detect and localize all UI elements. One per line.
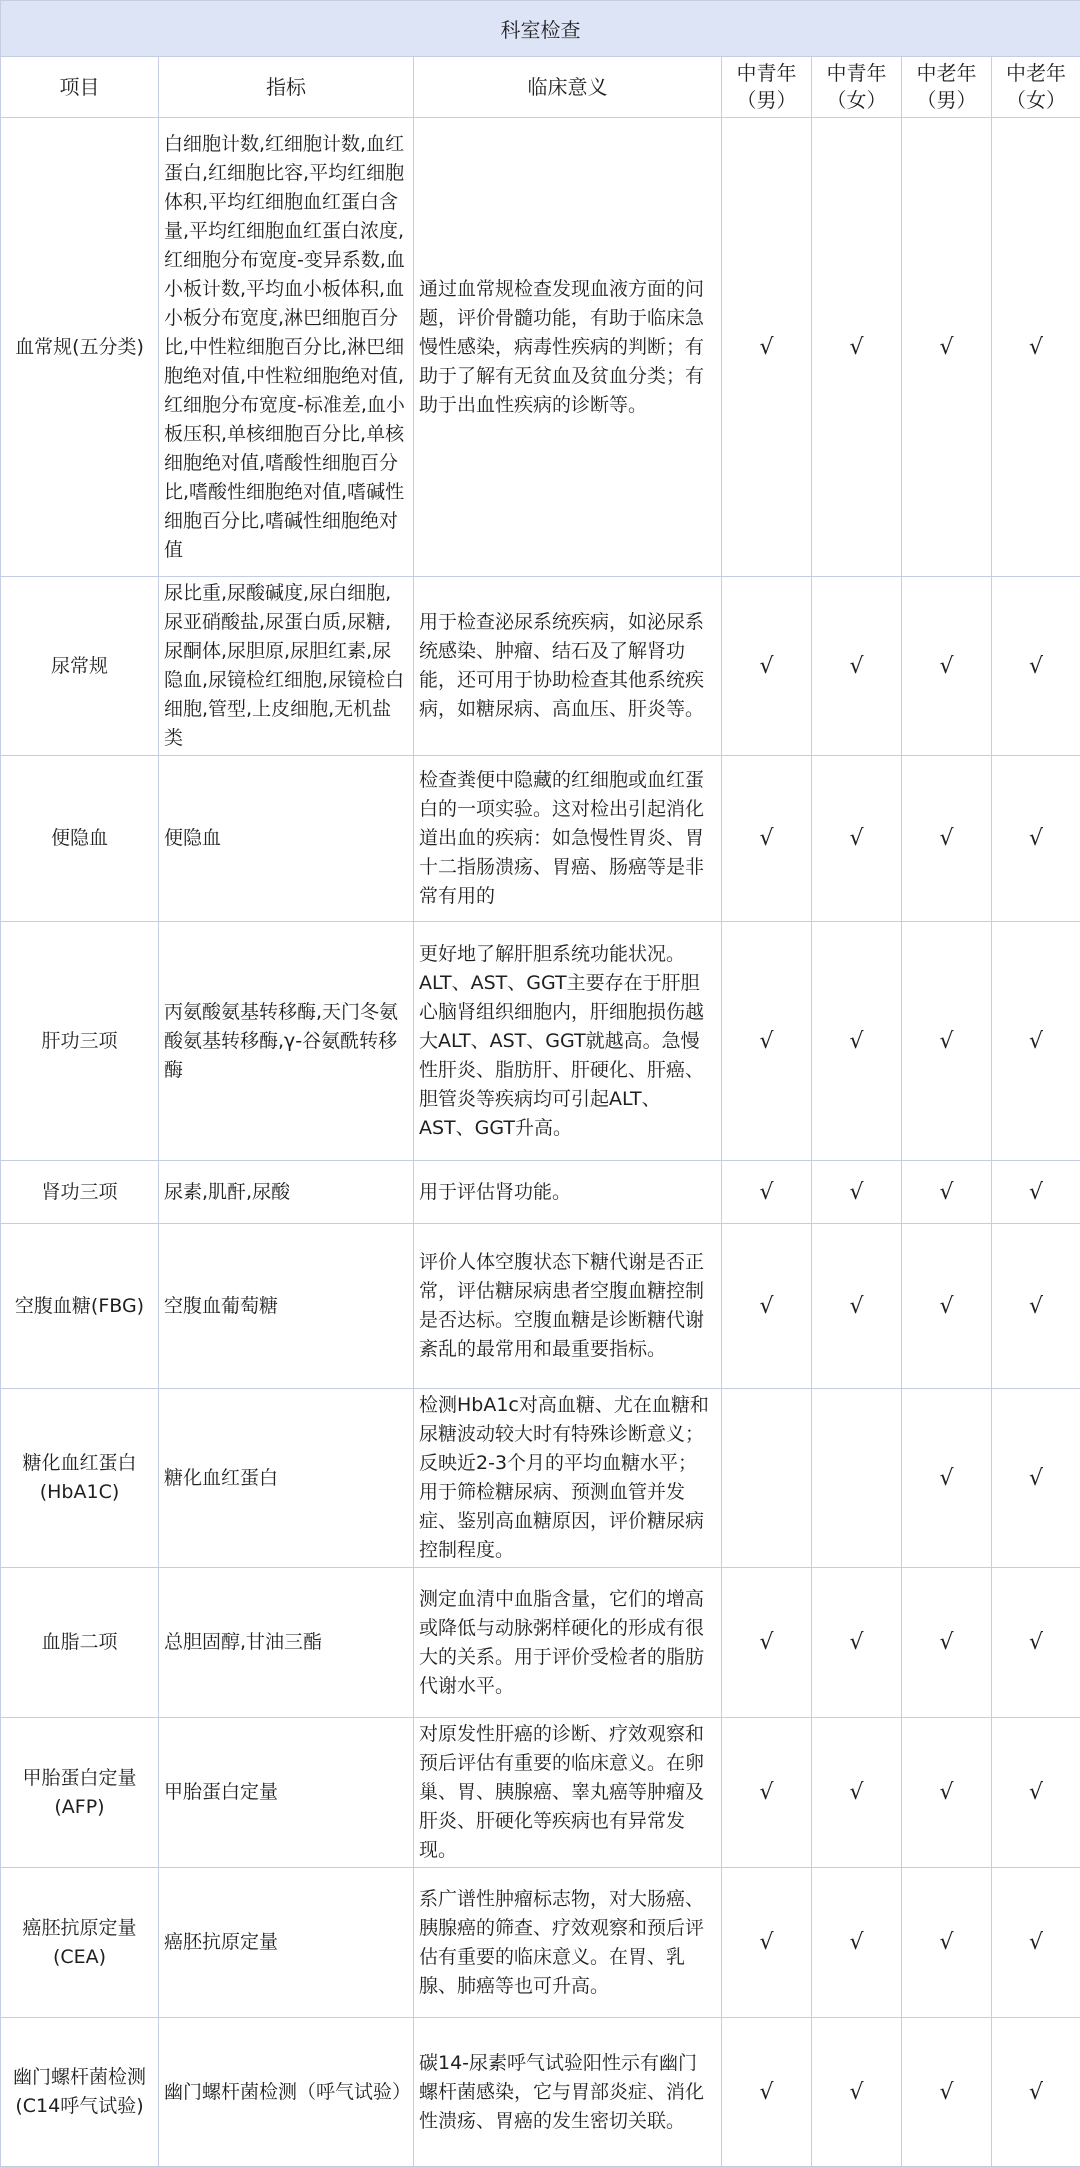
column-header: 项目 <box>1 57 159 118</box>
item-name: 空腹血糖(FBG) <box>1 1224 159 1389</box>
meaning-text: 测定血清中血脂含量，它们的增高或降低与动脉粥样硬化的形成有很大的关系。用于评价受检者的脂肪代谢水平。 <box>414 1568 722 1718</box>
check-mark: √ <box>992 1224 1080 1389</box>
item-name: 糖化血红蛋白(HbA1C) <box>1 1389 159 1568</box>
indicator-text: 总胆固醇,甘油三酯 <box>159 1568 414 1718</box>
column-header: 指标 <box>159 57 414 118</box>
check-mark: √ <box>722 118 812 577</box>
table-row <box>1 1161 1080 1224</box>
check-mark: √ <box>902 2018 992 2167</box>
header-row <box>1 57 1080 118</box>
check-mark: √ <box>812 118 902 577</box>
check-mark: √ <box>992 118 1080 577</box>
meaning-text: 检测HbA1c对高血糖、尤在血糖和尿糖波动较大时有特殊诊断意义；反映近2-3个月的平均血糖水平；用于筛检糖尿病、预测血管并发症、鉴别高血糖原因，评价糖尿病控制程度。 <box>414 1389 722 1568</box>
item-name: 癌胚抗原定量(CEA) <box>1 1868 159 2018</box>
indicator-text: 尿比重,尿酸碱度,尿白细胞,尿亚硝酸盐,尿蛋白质,尿糖,尿酮体,尿胆原,尿胆红素,尿隐血,尿镜检红细胞,尿镜检白细胞,管型,上皮细胞,无机盐类 <box>159 577 414 756</box>
check-mark: √ <box>992 1161 1080 1224</box>
check-mark <box>812 1389 902 1568</box>
column-header: 中老年（女） <box>992 57 1080 118</box>
check-mark: √ <box>722 1224 812 1389</box>
meaning-text: 检查粪便中隐藏的红细胞或血红蛋白的一项实验。这对检出引起消化道出血的疾病：如急慢性胃炎、胃十二指肠溃疡、胃癌、肠癌等是非常有用的 <box>414 756 722 922</box>
check-mark: √ <box>812 756 902 922</box>
item-name: 肾功三项 <box>1 1161 159 1224</box>
column-header: 中老年（男） <box>902 57 992 118</box>
table-row <box>1 577 1080 756</box>
meaning-text: 用于检查泌尿系统疾病，如泌尿系统感染、肿瘤、结石及了解肾功能，还可用于协助检查其他系统疾病，如糖尿病、高血压、肝炎等。 <box>414 577 722 756</box>
table-row <box>1 1868 1080 2018</box>
check-mark: √ <box>722 922 812 1161</box>
indicator-text: 尿素,肌酐,尿酸 <box>159 1161 414 1224</box>
check-mark: √ <box>812 2018 902 2167</box>
table-row <box>1 922 1080 1161</box>
check-mark: √ <box>812 922 902 1161</box>
check-mark: √ <box>992 922 1080 1161</box>
indicator-text: 空腹血葡萄糖 <box>159 1224 414 1389</box>
check-mark: √ <box>722 1161 812 1224</box>
table-row <box>1 2018 1080 2167</box>
column-header: 中青年（女） <box>812 57 902 118</box>
check-mark: √ <box>722 2018 812 2167</box>
check-mark: √ <box>812 1161 902 1224</box>
item-name: 血脂二项 <box>1 1568 159 1718</box>
check-mark: √ <box>992 1718 1080 1868</box>
check-mark: √ <box>902 577 992 756</box>
check-mark: √ <box>902 1224 992 1389</box>
check-mark: √ <box>902 922 992 1161</box>
table-row <box>1 756 1080 922</box>
check-mark: √ <box>902 1161 992 1224</box>
check-mark <box>722 1389 812 1568</box>
section-title: 科室检查 <box>1 1 1080 57</box>
check-mark: √ <box>992 2018 1080 2167</box>
check-mark: √ <box>722 756 812 922</box>
check-mark: √ <box>902 1389 992 1568</box>
indicator-text: 幽门螺杆菌检测（呼气试验） <box>159 2018 414 2167</box>
check-mark: √ <box>722 577 812 756</box>
check-mark: √ <box>902 756 992 922</box>
indicator-text: 癌胚抗原定量 <box>159 1868 414 2018</box>
indicator-text: 白细胞计数,红细胞计数,血红蛋白,红细胞比容,平均红细胞体积,平均红细胞血红蛋白含量,平均红细胞血红蛋白浓度,红细胞分布宽度-变异系数,血小板计数,平均血小板体积,血小板分布宽度,淋巴细胞百分比,中性粒细胞百分比,淋巴细胞绝对值,中性粒细胞绝对值,红细胞分布宽度-标准差,血小板压积,单核细胞百分比,单核细胞绝对值,嗜酸性细胞百分比,嗜酸性细胞绝对值,嗜碱性细胞百分比,嗜碱性细胞绝对值 <box>159 118 414 577</box>
column-header: 临床意义 <box>414 57 722 118</box>
check-mark: √ <box>812 577 902 756</box>
indicator-text: 糖化血红蛋白 <box>159 1389 414 1568</box>
meaning-text: 用于评估肾功能。 <box>414 1161 722 1224</box>
table-row <box>1 1718 1080 1868</box>
check-mark: √ <box>992 577 1080 756</box>
meaning-text: 评价人体空腹状态下糖代谢是否正常，评估糖尿病患者空腹血糖控制是否达标。空腹血糖是诊断糖代谢紊乱的最常用和最重要指标。 <box>414 1224 722 1389</box>
indicator-text: 丙氨酸氨基转移酶,天门冬氨酸氨基转移酶,γ-谷氨酰转移酶 <box>159 922 414 1161</box>
column-header: 中青年（男） <box>722 57 812 118</box>
meaning-text: 碳14-尿素呼气试验阳性示有幽门螺杆菌感染，它与胃部炎症、消化性溃疡、胃癌的发生密切关联。 <box>414 2018 722 2167</box>
check-mark: √ <box>812 1718 902 1868</box>
check-mark: √ <box>992 1868 1080 2018</box>
check-mark: √ <box>812 1868 902 2018</box>
item-name: 血常规(五分类) <box>1 118 159 577</box>
indicator-text: 便隐血 <box>159 756 414 922</box>
check-mark: √ <box>902 118 992 577</box>
check-mark: √ <box>992 1568 1080 1718</box>
check-mark: √ <box>812 1568 902 1718</box>
meaning-text: 通过血常规检查发现血液方面的问题，评价骨髓功能，有助于临床急慢性感染，病毒性疾病的判断；有助于了解有无贫血及贫血分类；有助于出血性疾病的诊断等。 <box>414 118 722 577</box>
check-mark: √ <box>902 1568 992 1718</box>
item-name: 尿常规 <box>1 577 159 756</box>
table-row <box>1 1389 1080 1568</box>
check-mark: √ <box>992 756 1080 922</box>
meaning-text: 系广谱性肿瘤标志物，对大肠癌、胰腺癌的筛查、疗效观察和预后评估有重要的临床意义。在胃、乳腺、肺癌等也可升高。 <box>414 1868 722 2018</box>
check-mark: √ <box>812 1224 902 1389</box>
indicator-text: 甲胎蛋白定量 <box>159 1718 414 1868</box>
check-mark: √ <box>722 1568 812 1718</box>
item-name: 幽门螺杆菌检测(C14呼气试验) <box>1 2018 159 2167</box>
table-row <box>1 1224 1080 1389</box>
item-name: 甲胎蛋白定量(AFP) <box>1 1718 159 1868</box>
check-mark: √ <box>902 1718 992 1868</box>
item-name: 肝功三项 <box>1 922 159 1161</box>
meaning-text: 对原发性肝癌的诊断、疗效观察和预后评估有重要的临床意义。在卵巢、胃、胰腺癌、睾丸癌等肿瘤及肝炎、肝硬化等疾病也有异常发现。 <box>414 1718 722 1868</box>
check-mark: √ <box>722 1718 812 1868</box>
table-row <box>1 118 1080 577</box>
check-mark: √ <box>902 1868 992 2018</box>
item-name: 便隐血 <box>1 756 159 922</box>
check-mark: √ <box>722 1868 812 2018</box>
check-mark: √ <box>992 1389 1080 1568</box>
table-row <box>1 1568 1080 1718</box>
meaning-text: 更好地了解肝胆系统功能状况。ALT、AST、GGT主要存在于肝胆心脑肾组织细胞内，肝细胞损伤越大ALT、AST、GGT就越高。急慢性肝炎、脂肪肝、肝硬化、肝癌、胆管炎等疾病均可引起ALT、AST、GGT升高。 <box>414 922 722 1161</box>
